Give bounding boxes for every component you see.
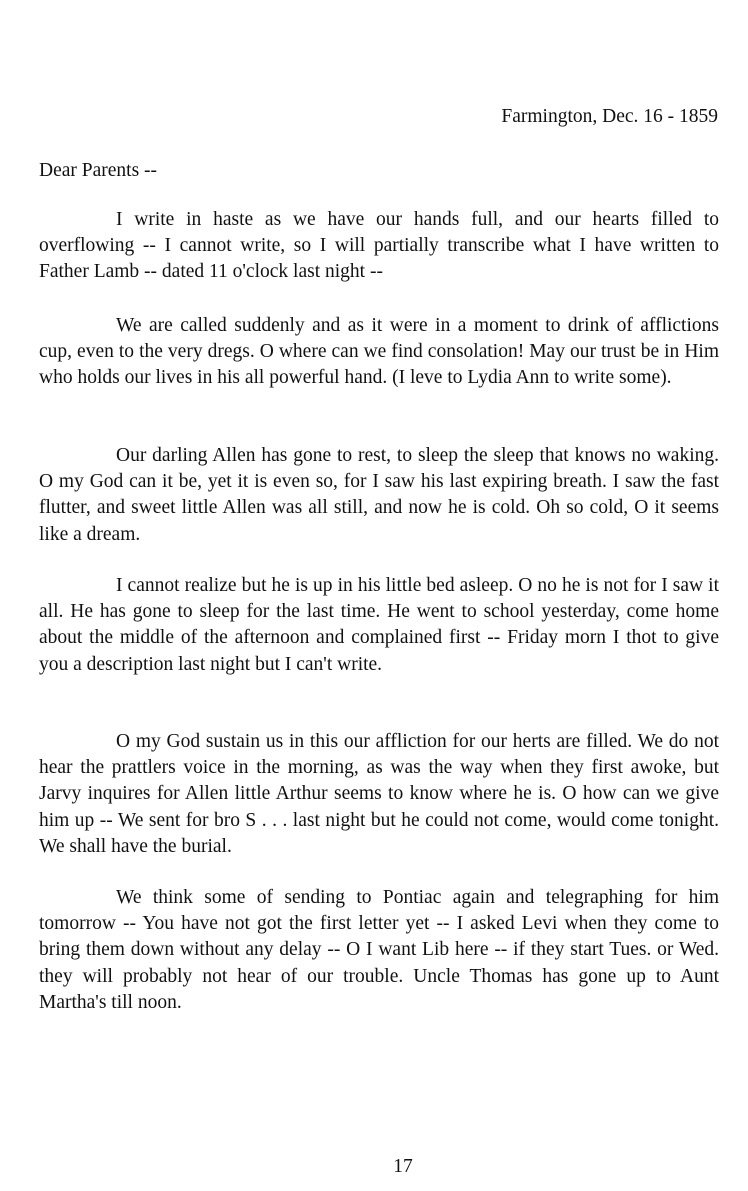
letter-paragraph: Our darling Allen has gone to rest, to sleep the sleep that knows no waking. O my God can it be, yet it is even so, for I saw his last expiring breath. I saw the fast flutter, and sweet little Allen was all still, and now he is cold. Oh so cold, O it seems like a dream. [39, 445, 719, 545]
letter-paragraph: I write in haste as we have our hands full, and our hearts filled to overflowing -- I cannot write, so I will partially transcribe what I have written to Father Lamb -- dated 11 o'clock last night -- [39, 209, 719, 283]
letter-salutation: Dear Parents -- [39, 160, 158, 181]
letter-paragraph: O my God sustain us in this our affliction for our herts are filled. We do not hear the prattlers voice in the morning, as was the way when they first awoke, but Jarvy inquires for Allen little Arthur seems to know where he is. O how can we give him up -- We sent for bro S . . . last night but he could not come, would come tonight. We shall have the burial. [39, 731, 719, 857]
letter-dateline: Farmington, Dec. 16 - 1859 [501, 106, 718, 127]
page-number: 17 [393, 1156, 413, 1177]
letter-paragraph: I cannot realize but he is up in his little bed asleep. O no he is not for I saw it all. He has gone to sleep for the last time. He went to school yesterday, come home about the middle of the afternoon and complained first -- Friday morn I thot to give you a description last night but I can't write. [39, 575, 719, 675]
letter-paragraph: We think some of sending to Pontiac again and telegraphing for him tomorrow -- You have not got the first letter yet -- I asked Levi when they come to bring them down without any delay -- O I want Lib here -- if they start Tues. or Wed. they will probably not hear of our trouble. Uncle Thomas has gone up to Aunt Martha's till noon. [39, 887, 719, 1013]
letter-paragraph: We are called suddenly and as it were in a moment to drink of afflictions cup, even to the very dregs. O where can we find consolation! May our trust be in Him who holds our lives in his all powerful hand. (I leve to Lydia Ann to write some). [39, 315, 719, 389]
